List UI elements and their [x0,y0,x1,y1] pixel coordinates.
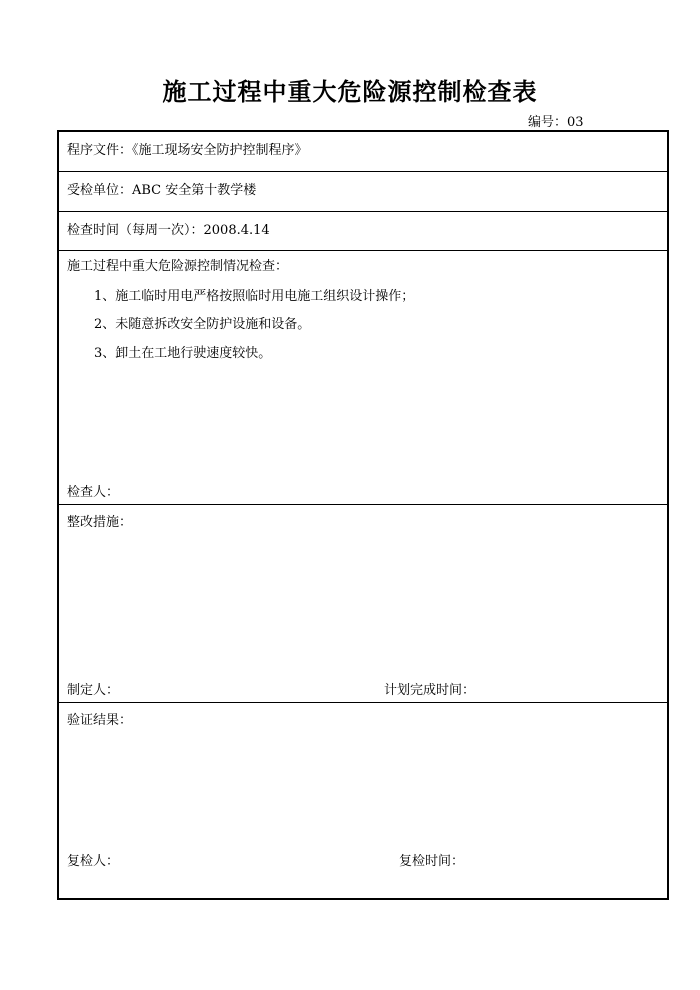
reinspector-label: 复检人： [67,854,120,869]
inspector-label: 检查人： [67,485,120,500]
verification-section [59,702,667,898]
page-title: 施工过程中重大危险源控制检查表 [162,78,538,106]
inspected-unit-text: 受检单位：ABC 安全第十教学楼 [67,183,257,198]
inspected-unit-row [59,171,667,212]
planned-completion-time-label: 计划完成时间： [384,683,476,698]
situation-heading: 施工过程中重大危险源控制情况检查： [67,259,289,274]
rectification-maker-label: 制定人： [67,683,120,698]
inspection-time-row [59,211,667,251]
procedure-file-text: 程序文件：《施工现场安全防护控制程序》 [67,143,308,158]
reinspection-time-label: 复检时间： [399,854,465,869]
situation-item-3: 3、卸土在工地行驶速度较快。 [94,346,272,361]
procedure-file-row [59,132,667,172]
situation-check-section [59,250,667,505]
inspection-form-table [57,130,669,900]
document-number: 编号：03 [528,115,584,130]
situation-item-1: 1、施工临时用电严格按照临时用电施工组织设计操作； [94,289,415,304]
verification-heading: 验证结果： [67,713,133,728]
situation-item-2: 2、未随意拆改安全防护设施和设备。 [94,317,311,332]
inspection-time-text: 检查时间（每周一次）：2008.4.14 [67,223,270,238]
rectification-section [59,504,667,703]
rectification-heading: 整改措施： [67,515,133,530]
